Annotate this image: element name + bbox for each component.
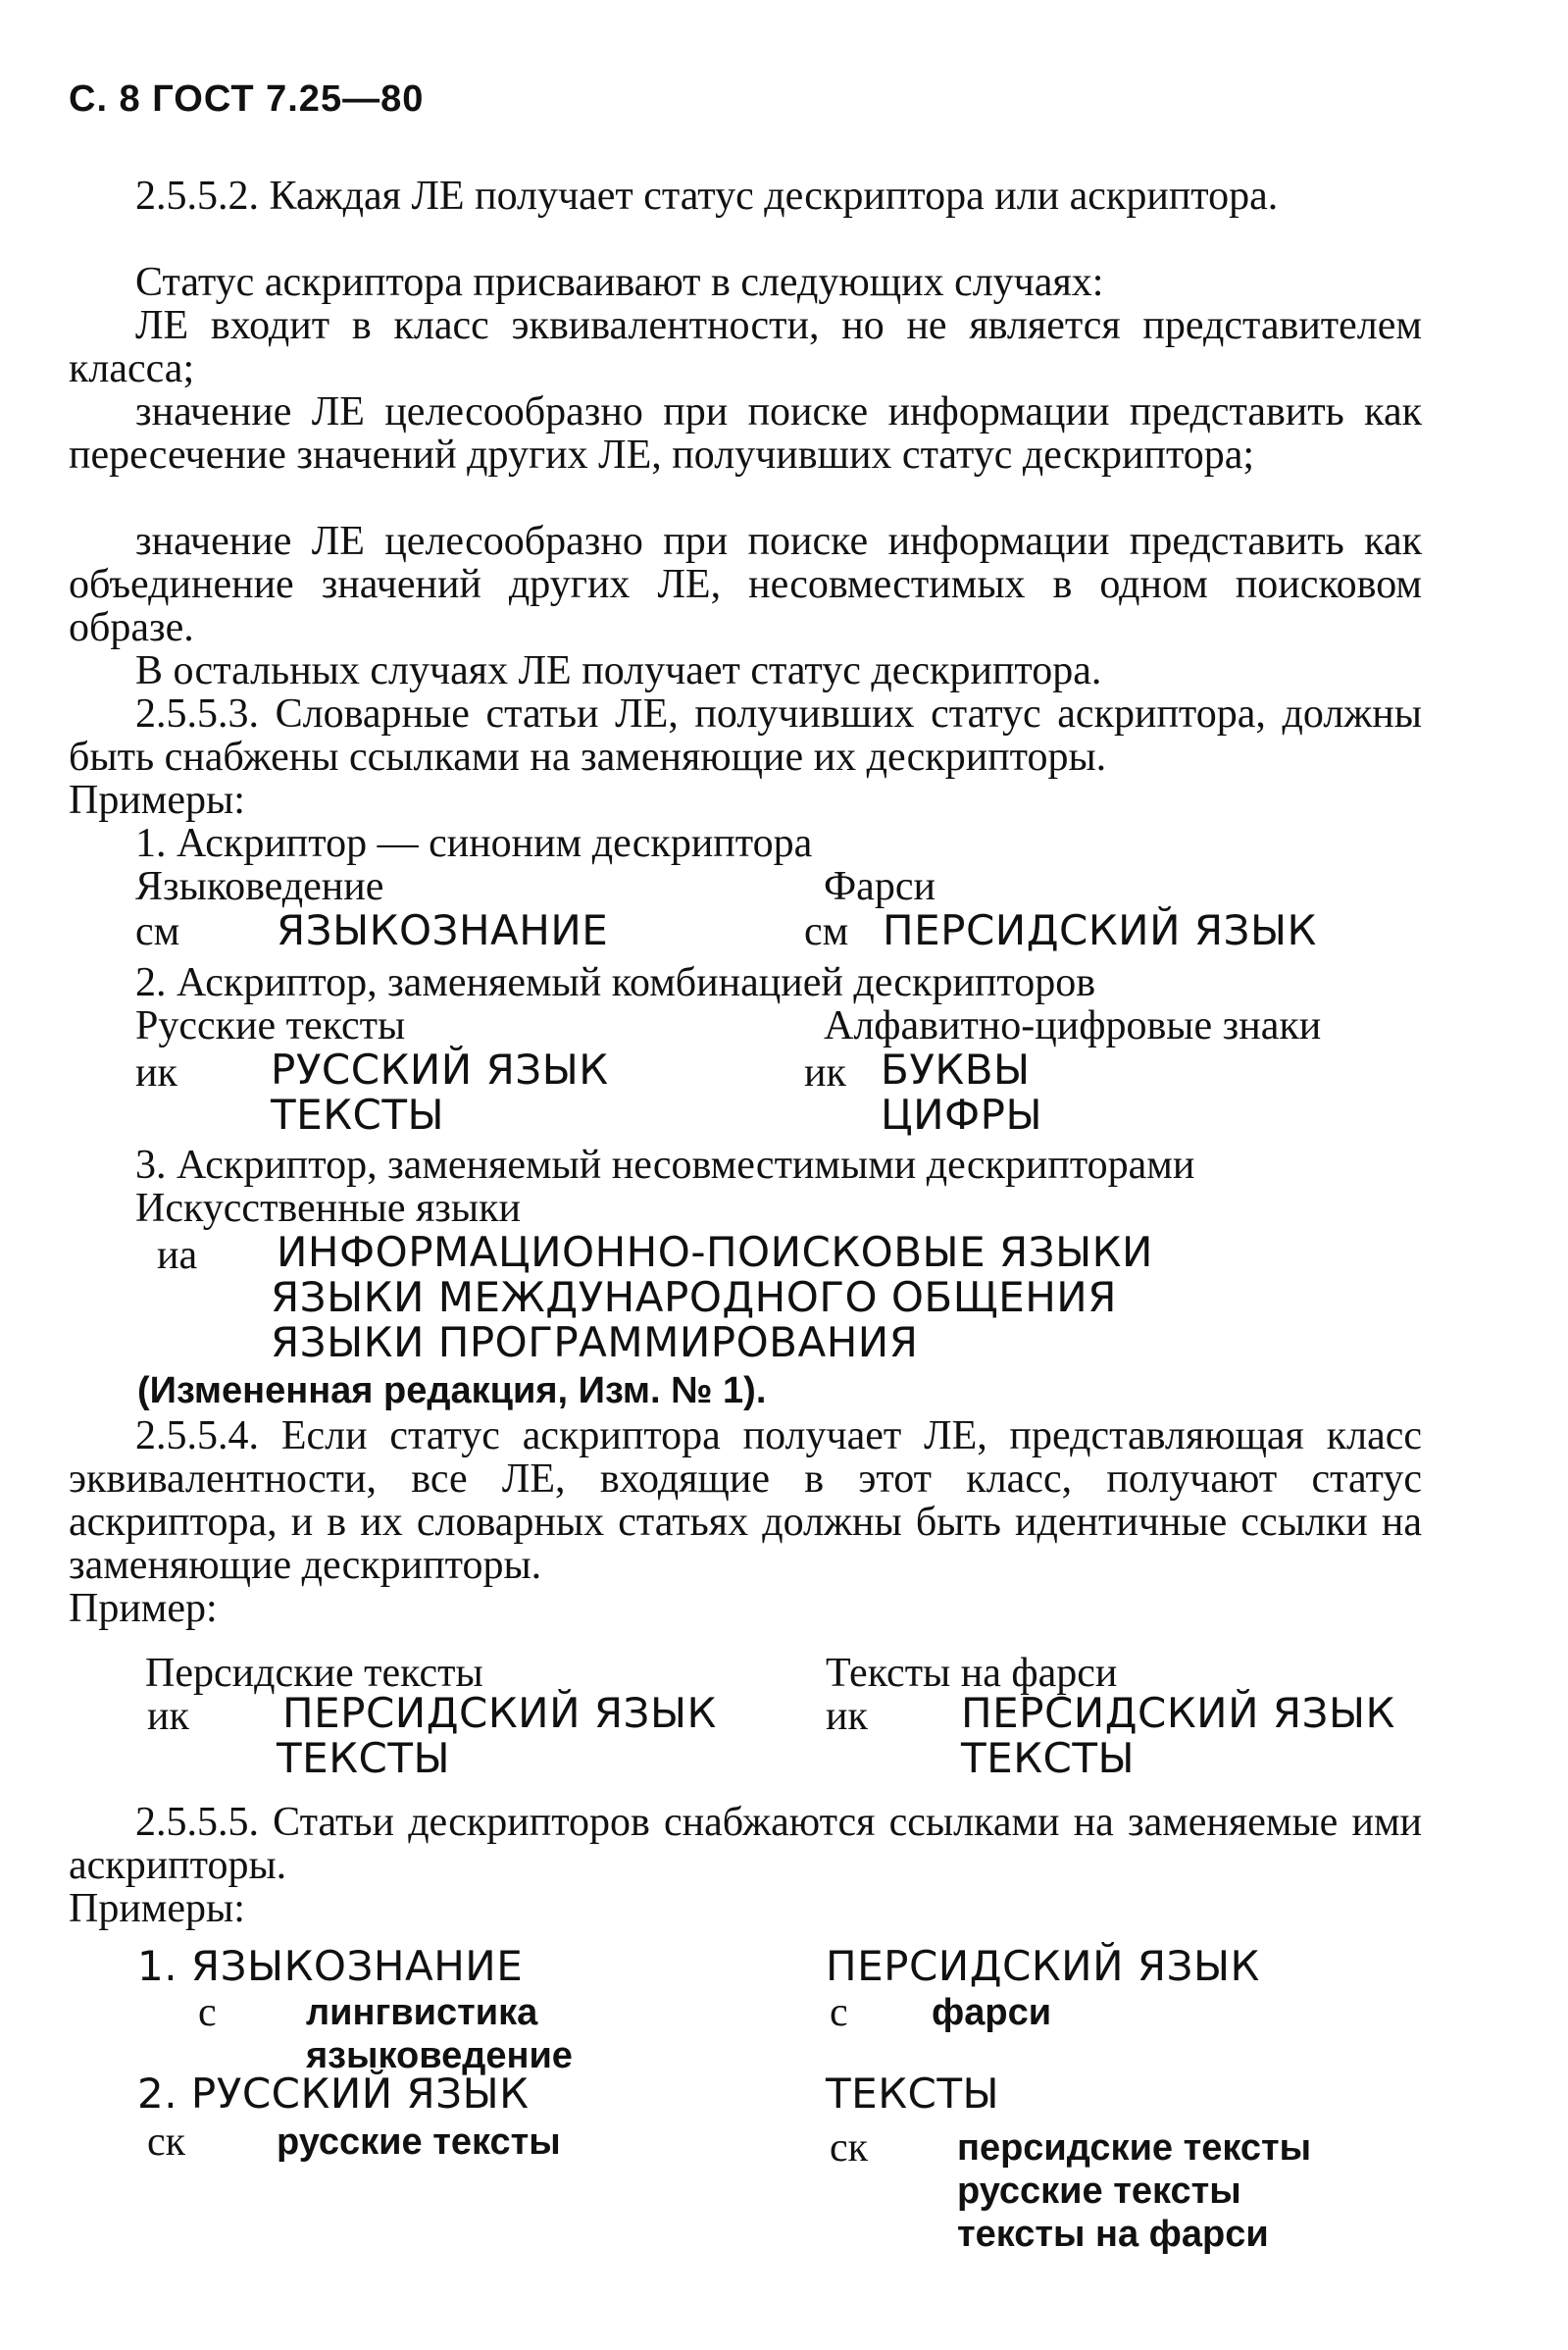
example-4-right-term: Тексты на фарси (826, 1651, 1118, 1696)
example-2-left-code: ик (135, 1050, 177, 1096)
example-5-d-item-3: тексты на фарси (957, 2214, 1269, 2255)
page-header: С. 8 ГОСТ 7.25—80 (69, 78, 425, 120)
examples-label: Примеры: (69, 778, 245, 823)
example-5-a-item-1: лингвистика (306, 1992, 538, 2033)
example-5-d-head: ТЕКСТЫ (826, 2069, 1000, 2118)
example-5-b-code: ск (147, 2120, 186, 2165)
example-2-left-term: Русские тексты (135, 1003, 406, 1048)
example-1-right-term: Фарси (824, 864, 936, 909)
examples-label-2: Примеры: (69, 1886, 245, 1931)
paragraph-status: Статус аскриптора присваивают в следующих случаях: (135, 260, 1104, 305)
example-3-ref-3: ЯЗЫКИ ПРОГРАММИРОВАНИЯ (271, 1318, 919, 1366)
example-2-right-term: Алфавитно-цифровые знаки (824, 1003, 1322, 1048)
example-2-right-code: ик (804, 1050, 846, 1096)
example-2-right-ref-1: БУКВЫ (881, 1046, 1031, 1094)
example-3-code: иа (157, 1233, 198, 1278)
amendment-note: (Измененная редакция, Изм. № 1). (137, 1370, 767, 1411)
paragraph-other-cases: В остальных случаях ЛЕ получает статус дескриптора. (135, 648, 1102, 693)
example-1-right-ref: ПЕРСИДСКИЙ ЯЗЫК (883, 906, 1317, 954)
example-2-left-ref-1: РУССКИЙ ЯЗЫК (271, 1046, 609, 1094)
paragraph-case-3: значение ЛЕ целесообразно при поиске информации представить как объединение значений других ЛЕ, несовместимых в одном поисковом образе. (69, 519, 1422, 650)
example-3-ref-1: ИНФОРМАЦИОННО-ПОИСКОВЫЕ ЯЗЫКИ (277, 1228, 1153, 1276)
example-1-left-ref: ЯЗЫКОЗНАНИЕ (277, 906, 609, 954)
example-1-title: 1. Аскриптор — синоним дескриптора (135, 821, 813, 866)
example-4-right-ref-1: ПЕРСИДСКИЙ ЯЗЫК (961, 1689, 1395, 1737)
example-4-left-ref-2: ТЕКСТЫ (277, 1734, 451, 1782)
example-label: Пример: (69, 1586, 218, 1631)
example-5-a-head: 1. ЯЗЫКОЗНАНИЕ (137, 1942, 524, 1990)
example-5-a-item-2: языковедение (306, 2035, 573, 2076)
paragraph-2-5-5-4: 2.5.5.4. Если статус аскриптора получает ЛЕ, представляющая класс эквивалентности, все ЛЕ, входящие в этот класс, получают статус аскриптора, и в их словарных статьях должны быть идентичные ссылки на заменяющие дескрипторы. (69, 1413, 1422, 1588)
example-5-c-code: с (830, 1990, 848, 2035)
example-4-left-term: Персидские тексты (145, 1651, 483, 1696)
example-5-a-code: с (198, 1990, 217, 2035)
example-3-term: Искусственные языки (135, 1186, 521, 1231)
example-5-c-head: ПЕРСИДСКИЙ ЯЗЫК (826, 1942, 1260, 1990)
example-5-d-code: ск (830, 2125, 869, 2171)
example-3-title: 3. Аскриптор, заменяемый несовместимыми дескрипторами (135, 1143, 1195, 1188)
paragraph-2-5-5-3: 2.5.5.3. Словарные статьи ЛЕ, получивших статус аскриптора, должны быть снабжены ссылками на заменяющие их дескрипторы. (69, 691, 1422, 780)
example-3-ref-2: ЯЗЫКИ МЕЖДУНАРОДНОГО ОБЩЕНИЯ (271, 1273, 1117, 1321)
example-1-right-code: см (804, 909, 849, 954)
example-5-d-item-1: персидские тексты (957, 2127, 1312, 2169)
example-2-title: 2. Аскриптор, заменяемый комбинацией дескрипторов (135, 960, 1096, 1005)
example-5-c-item-1: фарси (932, 1992, 1052, 2033)
paragraph-2-5-5-5: 2.5.5.5. Статьи дескрипторов снабжаются ссылками на заменяемые ими аскрипторы. (69, 1800, 1422, 1888)
example-1-left-term: Языковедение (135, 864, 384, 909)
example-2-left-ref-2: ТЕКСТЫ (271, 1091, 445, 1139)
example-5-b-head: 2. РУССКИЙ ЯЗЫК (137, 2069, 530, 2118)
example-4-right-code: ик (826, 1694, 868, 1739)
paragraph-case-2: значение ЛЕ целесообразно при поиске информации представить как пересечение значений других ЛЕ, получивших статус дескриптора; (69, 389, 1422, 478)
example-4-left-ref-1: ПЕРСИДСКИЙ ЯЗЫК (282, 1689, 717, 1737)
example-4-right-ref-2: ТЕКСТЫ (961, 1734, 1136, 1782)
example-5-d-item-2: русские тексты (957, 2171, 1241, 2212)
example-5-b-item-1: русские тексты (277, 2121, 561, 2163)
paragraph-2-5-5-2: 2.5.5.2. Каждая ЛЕ получает статус дескриптора или аскриптора. (135, 174, 1279, 219)
example-4-left-code: ик (147, 1694, 189, 1739)
example-1-left-code: см (135, 909, 180, 954)
paragraph-case-1: ЛЕ входит в класс эквивалентности, но не является представителем класса; (69, 303, 1422, 391)
example-2-right-ref-2: ЦИФРЫ (881, 1091, 1043, 1139)
